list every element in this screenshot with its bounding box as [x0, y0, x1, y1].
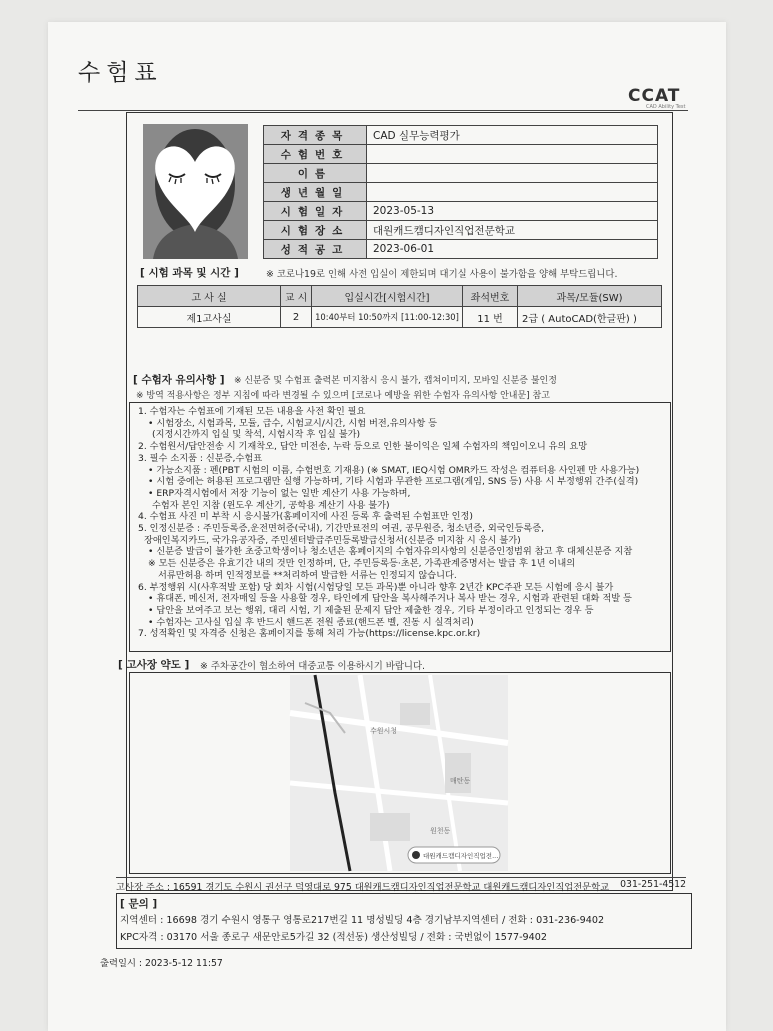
notice-line: • 가능소지품 : 펜(PBT 시험의 이름, 수험번호 기재용) (※ SMAT, IEQ시험 OMR카드 작성은 컴퓨터용 사인펜 만 사용가능)	[148, 464, 640, 476]
info-label: 시험일자	[264, 202, 367, 221]
notice-line: 5. 인정신분증 : 주민등록증,운전면허증(국내), 기간만료전의 여권, 공무원증, 청소년증, 외국인등록증,	[138, 523, 545, 535]
info-row	[264, 221, 658, 240]
notice-line: 6. 부정행위 시(사후적발 포함) 당 회차 시험(시험당일 모든 과목)뿐 아니라 향후 2년간 KPC주관 모든 시험에 응시 불가	[138, 581, 614, 593]
exam-header: 입실시간[시험시간]	[312, 286, 463, 307]
info-row	[264, 145, 658, 164]
exam-schedule-table	[137, 285, 662, 328]
exam-section-title: [ 시험 과목 및 시간 ]	[140, 267, 239, 279]
address-text: 고사장 주소 : 16591 경기도 수원시 권선구 덕영대로 975 대원캐드캠디자인직업전문학교 대원캐드캠디자인직업전문학교	[116, 882, 610, 893]
notice-line: • 답안을 보여주고 보는 행위, 대리 시험, 기 제출된 문제지 답안 제출한 경우, 기타 부정이라고 인정되는 경우 등	[148, 604, 594, 616]
map-road-label: 매탄동	[450, 777, 471, 785]
info-label: 이름	[264, 164, 367, 183]
exam-cell: 2급 ( AutoCAD(한글판) )	[518, 307, 662, 328]
print-timestamp: 출력일시 : 2023-5-12 11:57	[100, 958, 223, 969]
location-map	[130, 673, 670, 873]
info-label: 자격종목	[264, 126, 367, 145]
map-road-label: 수원시청	[370, 727, 398, 735]
contact-box	[116, 893, 692, 949]
map-road-label: 원천동	[430, 827, 451, 835]
notice-line: 4. 수험표 사진 미 부착 시 응시불가(홈페이지에 사진 등록 후 출력된 수험표만 인정)	[138, 511, 473, 523]
notice-line: 수험자 본인 지참 (윈도우 계산기, 공학용 계산기 사용 불가)	[152, 499, 390, 511]
exam-section-note: ※ 코로나19로 인해 사전 입실이 제한되며 대기실 사용이 불가함을 양해 부탁드립니다.	[266, 269, 618, 280]
notice-line: • 신분증 발급이 불가한 초중고학생이나 청소년은 홈페이지의 수험자유의사항의 신분증인정범위 참고 후 대체신분증 지참	[148, 546, 633, 558]
info-row	[264, 126, 658, 145]
notice-line: 서류만허용 하며 인적정보를 **처리하여 발급한 서류는 인정되지 않습니다.	[158, 569, 457, 581]
map-section-title: [ 고사장 약도 ]	[118, 659, 190, 671]
title-divider	[78, 110, 688, 111]
info-value: CAD 실무능력평가	[367, 126, 658, 145]
notice-line: • 시험장소, 시험과목, 모듈, 급수, 시험교시/시간, 시험 버전,유의사항 등	[148, 417, 438, 429]
notice-line: 7. 성적확인 및 자격증 신청은 홈페이지를 통해 처리 가능(https://license.kpc.or.kr)	[138, 628, 481, 640]
exam-header: 과목/모듈(SW)	[518, 286, 662, 307]
notice-line: • ERP자격시험에서 저장 기능이 없는 일반 계산기 사용 가능하며,	[148, 487, 411, 499]
contact-line-1: 지역센터 : 16698 경기 수원시 영통구 영통로217번길 11 명성빌딩 4층 경기남부지역센터 / 전화 : 031-236-9402	[120, 915, 605, 926]
info-value	[367, 183, 658, 202]
ccat-logo	[628, 86, 686, 110]
info-value	[367, 164, 658, 183]
info-value	[367, 145, 658, 164]
contact-line-2: KPC자격 : 03170 서울 종로구 새문안로5가길 32 (적선동) 생산성빌딩 / 전화 : 국번없이 1577-9402	[120, 932, 547, 943]
info-row	[264, 202, 658, 221]
logo-text: CCAT	[628, 86, 681, 106]
info-value: 2023-05-13	[367, 202, 658, 221]
notice-line: (지정시간까지 입실 및 착석, 시험시작 후 입실 불가)	[152, 429, 361, 441]
logo-tagline: CAD Ability Test	[646, 104, 686, 110]
info-label: 수험번호	[264, 145, 367, 164]
info-value: 2023-06-01	[367, 240, 658, 259]
info-value: 대원캐드캠디자인직업전문학교	[367, 221, 658, 240]
notice-note-2: ※ 방역 적용사항은 정부 지침에 따라 변경될 수 있으며 [코로나 예방을 위한 수험자 유의사항 안내문] 참고	[136, 391, 550, 401]
exam-header: 좌석번호	[463, 286, 518, 307]
map-box	[129, 672, 671, 874]
info-row	[264, 164, 658, 183]
info-row	[264, 183, 658, 202]
notice-box	[129, 402, 671, 652]
info-label: 생년월일	[264, 183, 367, 202]
notice-line: 1. 수험자는 수험표에 기재된 모든 내용을 사전 확인 필요	[138, 406, 366, 417]
contact-title: [ 문의 ]	[120, 898, 158, 910]
notice-line: ※ 모든 신분증은 유효기간 내의 것만 인정하며, 단, 주민등록등·초본, 가족관계증명서는 발급 후 1년 이내의	[148, 558, 576, 570]
info-label: 성적공고	[264, 240, 367, 259]
exam-cell: 11 번	[463, 307, 518, 328]
notice-section-title: [ 수험자 유의사항 ]	[133, 374, 225, 386]
exam-cell: 제1고사실	[138, 307, 281, 328]
exam-header: 고 사 실	[138, 286, 281, 307]
notice-line: 장애인복지카드, 국가유공자증, 주민센터발급주민등록발급신청서(신분증 미지참 시 응시 불가)	[144, 534, 521, 546]
notice-line: • 수험자는 고사실 입실 후 반드시 핸드폰 전원 종료(핸드폰 벨, 진동 시 실격처리)	[148, 616, 474, 628]
info-row	[264, 240, 658, 259]
exam-cell: 2	[281, 307, 312, 328]
address-phone: 031-251-4512	[620, 879, 686, 890]
applicant-photo	[143, 124, 248, 259]
map-section-note: ※ 주차공간이 협소하여 대중교통 이용하시기 바랍니다.	[200, 661, 425, 672]
exam-cell: 10:40부터 10:50까지 [11:00-12:30]	[312, 307, 463, 328]
notice-note-1: ※ 신분증 및 수험표 출력본 미지참시 응시 불가, 캡쳐이미지, 모바일 신분증 불인정	[234, 376, 557, 386]
map-marker-label: 대원캐드캠디자인직업전...	[423, 852, 499, 860]
notice-line: • 휴대폰, 메신저, 전자매일 등을 사용할 경우, 타인에게 답안을 복사해주거나 복사 받는 경우, 시험과 관련된 대화 적발 등	[148, 593, 632, 605]
page-title: 수험표	[78, 60, 163, 86]
notice-list	[138, 406, 639, 640]
notice-line: • 시험 중에는 허용된 프로그램만 실행 가능하며, 기타 시험과 무관한 프로그램(게임, SNS 등) 사용 시 부정행위 간주(실격)	[148, 476, 639, 488]
applicant-info-table	[263, 125, 658, 259]
notice-line: 3. 필수 소지품 : 신분증,수험표	[138, 452, 263, 464]
notice-line: 2. 수험원서/답안전송 시 기재착오, 답안 미전송, 누락 등으로 인한 불이익은 일체 수험자의 책임이오니 유의 요망	[138, 441, 588, 453]
test-site-address	[116, 877, 686, 893]
exam-header: 교 시	[281, 286, 312, 307]
info-label: 시험장소	[264, 221, 367, 240]
